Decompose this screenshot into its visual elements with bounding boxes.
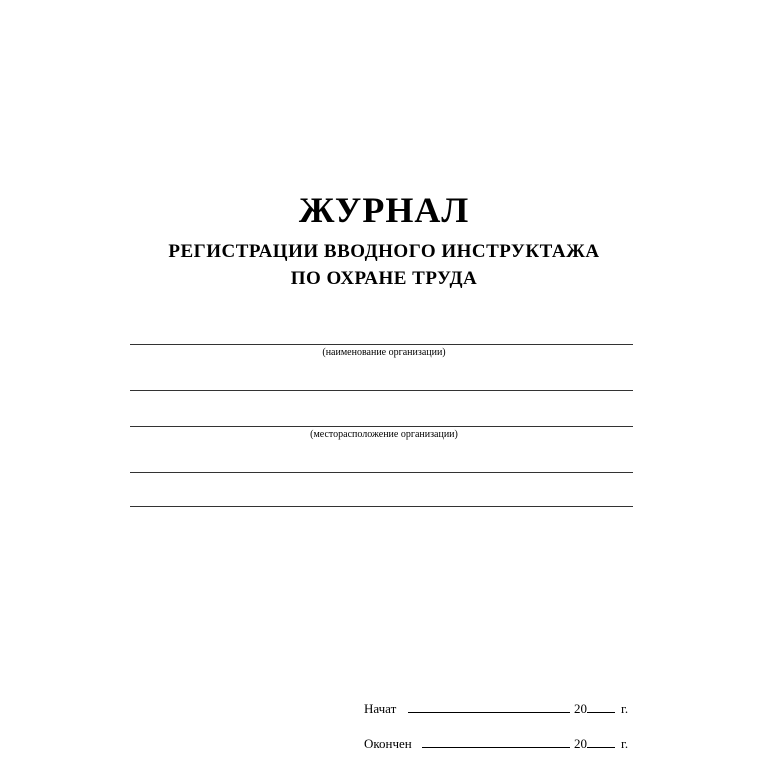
ended-year-blank[interactable] <box>587 735 615 748</box>
ended-year-prefix: 20 <box>574 736 587 751</box>
ended-label: Окончен <box>364 736 412 751</box>
ended-date-blank[interactable] <box>422 735 570 748</box>
ended-year-suffix: г. <box>621 736 629 751</box>
started-date-row <box>364 700 628 717</box>
started-date-blank[interactable] <box>408 700 570 713</box>
organization-name-caption: (наименование организации) <box>322 347 446 358</box>
started-year-prefix: 20 <box>574 701 587 716</box>
organization-location-line-2[interactable] <box>130 472 633 473</box>
ended-date-row <box>364 735 628 752</box>
organization-name-line[interactable] <box>130 344 633 345</box>
organization-location-line-3[interactable] <box>130 506 633 507</box>
journal-subtitle-line-1: РЕГИСТРАЦИИ ВВОДНОГО ИНСТРУКТАЖА <box>168 241 600 262</box>
organization-name-line-2[interactable] <box>130 390 633 391</box>
organization-location-caption: (месторасположение организации) <box>310 429 458 440</box>
started-label: Начат <box>364 701 397 716</box>
started-year-blank[interactable] <box>587 700 615 713</box>
journal-title: ЖУРНАЛ <box>298 190 470 230</box>
started-year-suffix: г. <box>621 701 629 716</box>
journal-subtitle-line-2: ПО ОХРАНЕ ТРУДА <box>290 268 478 289</box>
organization-location-line[interactable] <box>130 426 633 427</box>
